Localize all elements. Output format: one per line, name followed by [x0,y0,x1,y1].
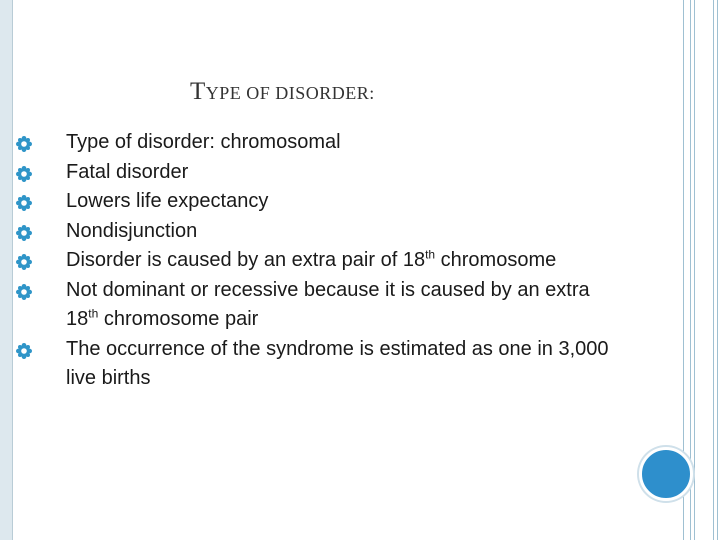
bullet-text: Fatal disorder [66,160,189,183]
bullet-item [16,246,626,276]
bullet-text: Lowers life expectancy [66,190,269,212]
right-frame-line [690,0,691,540]
slide-title-rest: YPE OF DISORDER: [205,83,375,103]
right-frame-line [717,0,718,540]
bullet-item [16,158,626,188]
bullet-item [16,217,626,247]
gear-flower-icon [16,195,32,211]
right-frame-line [713,0,714,540]
gear-flower-icon [16,225,32,241]
gear-flower-icon [16,284,32,300]
slide-title-initial: T [190,78,206,105]
gear-flower-icon [16,343,32,359]
gear-flower-icon [16,136,32,152]
bullet-item [16,187,626,217]
ordinal-suffix: th [88,306,99,321]
bullet-item [16,276,626,335]
bullet-text-cont: chromosome [435,249,557,271]
left-frame-line [12,0,13,540]
bullet-text: Disorder is caused by an extra pair of 18 [66,249,426,271]
bullet-item [16,335,626,394]
bullet-item [16,128,626,158]
ordinal-suffix: th [425,247,436,262]
gear-flower-icon [16,254,32,270]
bullet-text: Nondisjunction [66,219,198,242]
gear-flower-icon [16,166,32,182]
bullet-list [16,128,626,394]
bullet-text: The occurrence of the syndrome is estimated as one in 3,000 live births [66,337,609,389]
bullet-text: Type of disorder: chromosomal [66,131,341,153]
right-frame-line [694,0,695,540]
accent-circle [639,447,693,501]
bullet-text-cont: chromosome pair [98,308,259,330]
bullet-text: Not dominant or recessive because it is caused by an extra 18 [66,278,590,330]
slide-title [190,78,375,106]
